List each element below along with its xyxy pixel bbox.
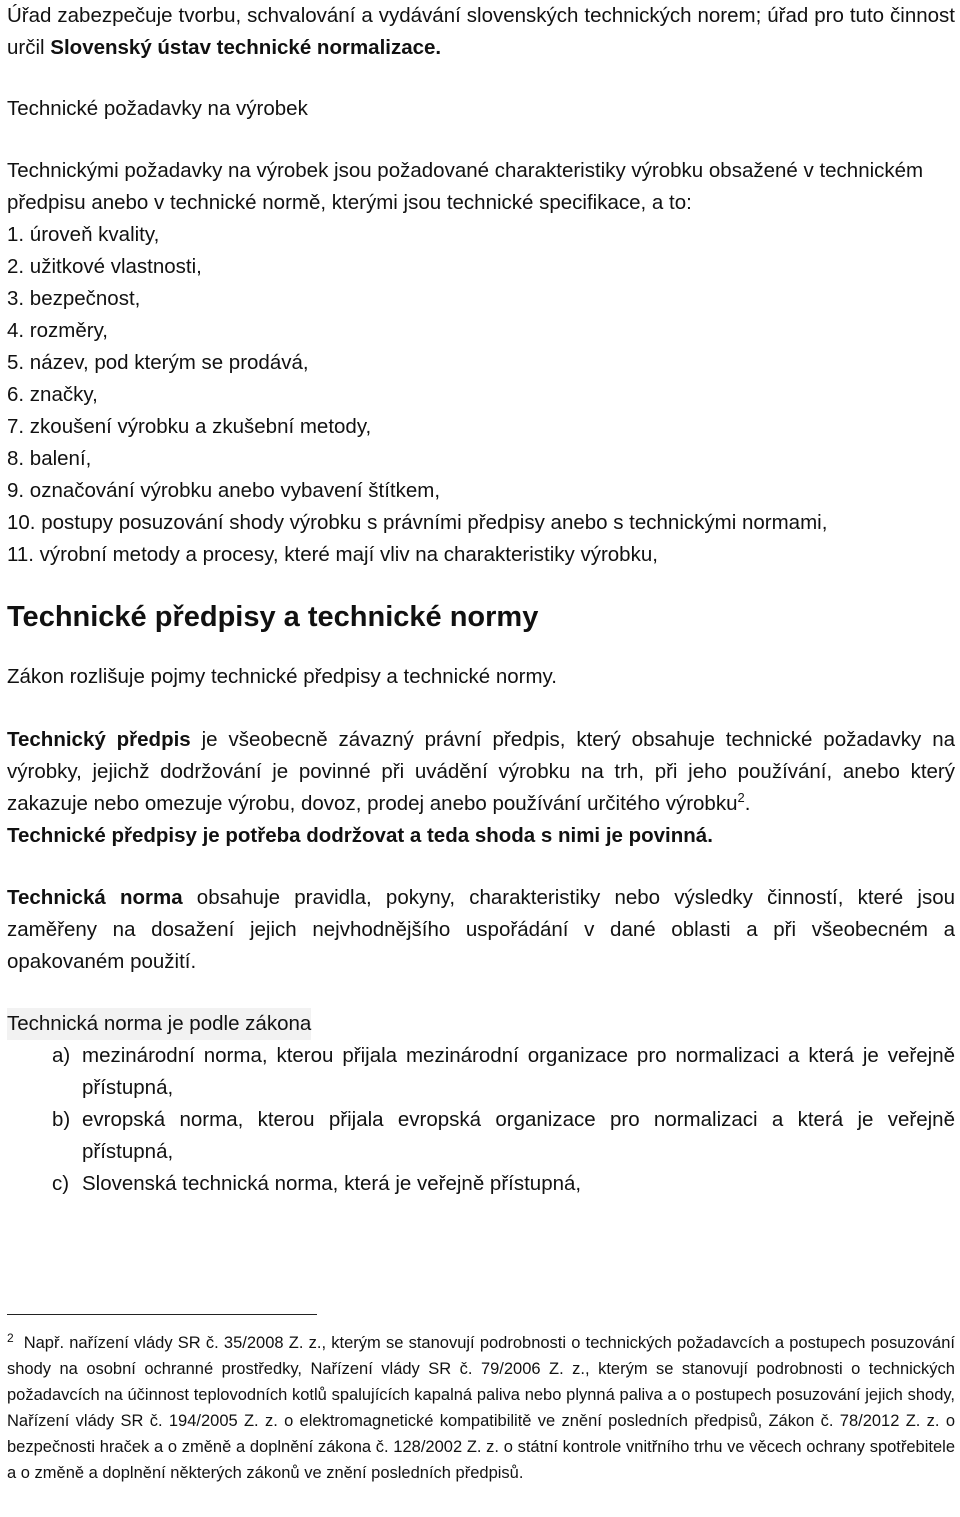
standard-type-item [7,1168,955,1200]
standard-type-text: mezinárodní norma, kterou přijala mezinárodní organizace pro normalizaci a která je veřejně přístupná, [82,1044,955,1099]
requirements-lead: Technickými požadavky na výrobek jsou požadované charakteristiky výrobku obsažené v technickém předpisu anebo v technické normě, kterými jsou technické specifikace, a to: [7,159,924,214]
standard-type-item [7,1104,955,1168]
intro-paragraph [7,0,955,64]
standard-type-text: Slovenská technická norma, která je veřejně přístupná, [82,1172,582,1195]
requirements-list-item: 3. bezpečnost, [7,287,141,310]
section-heading-regulations: Technické předpisy a technické normy [7,601,539,633]
requirements-list-item: 1. úroveň kvality, [7,223,160,246]
requirements-list-item: 11. výrobní metody a procesy, které mají vliv na charakteristiky výrobku, [7,543,658,566]
requirements-list-item: 7. zkoušení výrobku a zkušební metody, [7,415,372,438]
requirements-list-item: 2. užitkové vlastnosti, [7,255,202,278]
technical-regulation-paragraph [7,724,955,820]
requirements-list-item: 4. rozměry, [7,319,108,342]
requirements-list-item: 6. značky, [7,383,98,406]
footnote-reference: 2 [737,790,745,806]
standard-type-marker: c) [52,1172,70,1195]
footnote-text: Např. nařízení vlády SR č. 35/2008 Z. z., kterým se stanovují podrobnosti o technických požadavcích a postupech posuzování shody na osobní ochranné prostředky, Nařízení vlády SR č. 79/2006 Z. z., kterým se stanovují podrobnosti o technických požadavcích na účinnost teplovodních kotlů spalujících kapalná paliva nebo plynná paliva a o postupech posuzování jejich shody, Nařízení vlády SR č. 194/2005 Z. z. o elektromagnetické kompatibilitě ve znění posledních předpisů, Zákon č. 78/2012 Z. z. o bezpečnosti hraček a o změně a doplnění zákona č. 128/2002 Z. z. o státní kontrole vnitřního trhu ve věcech ochrany spotřebitele a o změně a doplnění některých zákonů ve znění posledních předpisů. [7,1334,955,1482]
intro-bold-organization: Slovenský ústav technické normalizace. [50,36,442,59]
standard-type-marker: a) [52,1044,71,1067]
law-note: Zákon rozlišuje pojmy technické předpisy a technické normy. [7,665,557,688]
technical-regulation-end: . [744,792,751,815]
requirements-list [7,219,955,571]
standard-type-text: evropská norma, kterou přijala evropská organizace pro normalizaci a která je veřejně přístupná, [82,1108,955,1163]
footnote-number: 2 [7,1330,14,1345]
technical-standard-law-intro [7,1008,955,1040]
standard-type-item [7,1040,955,1104]
intro-text: Úřad zabezpečuje tvorbu, schvalování a vydávání slovenských technických norem; úřad pro tuto činnost určil [7,4,955,59]
section-title-requirements: Technické požadavky na výrobek [7,97,308,120]
requirements-list-item: 9. označování výrobku anebo vybavení štítkem, [7,479,441,502]
standard-type-marker: b) [52,1108,71,1131]
standard-types-list [7,1040,955,1200]
technical-regulation-term: Technický předpis [7,728,191,751]
technical-regulation-definition: je všeobecně závazný právní předpis, který obsahuje technické požadavky na výrobky, jejichž dodržování je povinné při uvádění výrobku na trh, při jeho používání, anebo který zakazuje nebo omezuje výrobu, dovoz, prodej anebo používání určitého výrobku [7,728,956,815]
technical-standard-paragraph [7,882,955,978]
footnote-separator [7,1314,317,1315]
technical-standard-term: Technická norma [7,886,183,909]
footnote [7,1330,955,1486]
technical-standard-definition: obsahuje pravidla, pokyny, charakteristiky nebo výsledky činností, které jsou zaměřeny na dosažení jejich nejvhodnějšího uspořádání v dané oblasti a při všeobecném a opakovaném použití. [7,886,955,973]
technical-standard-law-text: Technická norma je podle zákona [7,1008,311,1040]
requirements-list-item: 5. název, pod kterým se prodává, [7,351,309,374]
document-page [7,0,955,1200]
technical-regulation-rule [7,820,955,852]
requirements-list-item: 10. postupy posuzování shody výrobku s právními předpisy anebo s technickými normami, [7,511,828,534]
requirements-list-item: 8. balení, [7,447,92,470]
technical-regulation-rule-text: Technické předpisy je potřeba dodržovat a teda shoda s nimi je povinná. [7,824,713,847]
